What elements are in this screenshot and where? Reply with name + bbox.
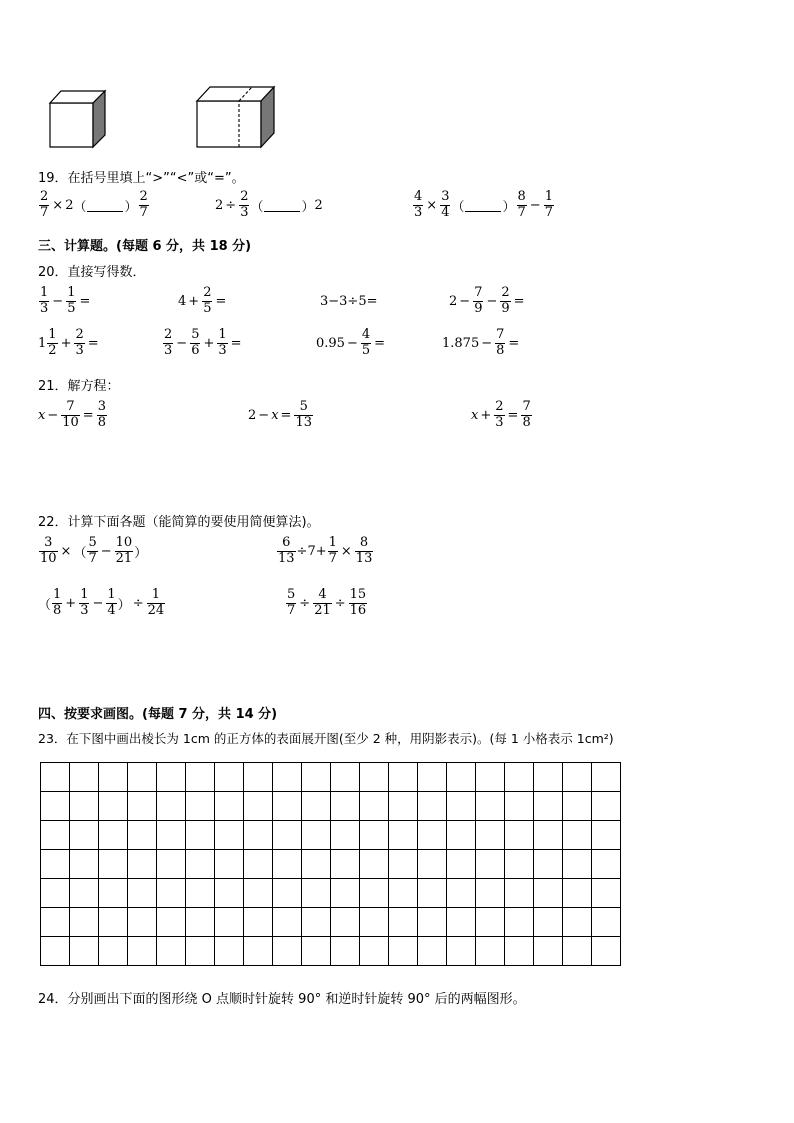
- fraction: $\frac{1}{4}$: [107, 587, 116, 618]
- grid-cell[interactable]: [476, 850, 505, 879]
- grid-cell[interactable]: [99, 850, 128, 879]
- fraction: $\frac{1}{3}$: [80, 587, 89, 618]
- grid-cell[interactable]: [331, 821, 360, 850]
- q20-item-3: 3−3÷5=: [320, 294, 378, 309]
- grid-cell[interactable]: [128, 792, 157, 821]
- grid-cell[interactable]: [215, 763, 244, 792]
- grid-cell[interactable]: [418, 879, 447, 908]
- grid-cell[interactable]: [447, 821, 476, 850]
- fraction: $\frac{15}{16}$: [349, 587, 367, 618]
- grid-cell[interactable]: [389, 937, 418, 966]
- grid-cell[interactable]: [331, 937, 360, 966]
- grid-cell[interactable]: [592, 821, 621, 850]
- grid-cell[interactable]: [592, 850, 621, 879]
- grid-cell[interactable]: [534, 937, 563, 966]
- grid-cell[interactable]: [215, 879, 244, 908]
- fraction: $\frac{3}{4}$: [441, 189, 450, 220]
- grid-cell[interactable]: [563, 908, 592, 937]
- grid-cell[interactable]: [360, 879, 389, 908]
- q22-expr-1: $\frac{3}{10}$ × （ $\frac{5}{7}$ − $\frac{10}{21}$ ）: [40, 535, 148, 566]
- grid-cell[interactable]: [41, 937, 70, 966]
- q19-prompt: 19．在括号里填上“>”“<”或“=”。: [38, 171, 245, 186]
- grid-cell[interactable]: [389, 821, 418, 850]
- grid-cell[interactable]: [70, 763, 99, 792]
- grid-cell[interactable]: [302, 792, 331, 821]
- grid-cell[interactable]: [99, 879, 128, 908]
- fraction: $\frac{10}{21}$: [115, 535, 133, 566]
- fraction: $\frac{1}{8}$: [53, 587, 62, 618]
- grid-cell[interactable]: [41, 821, 70, 850]
- grid-cell[interactable]: [447, 763, 476, 792]
- fraction: $\frac{2}{7}$: [139, 189, 148, 220]
- fraction: $\frac{3}{10}$: [40, 535, 57, 566]
- grid-cell[interactable]: [505, 879, 534, 908]
- grid-cell[interactable]: [476, 821, 505, 850]
- grid-cell[interactable]: [476, 937, 505, 966]
- q19-expr-2: 2 ÷ $\frac{2}{3}$ （ ） 2: [215, 189, 323, 220]
- grid-cell[interactable]: [360, 763, 389, 792]
- grid-cell[interactable]: [563, 763, 592, 792]
- fraction: $\frac{5}{13}$: [295, 399, 312, 430]
- grid-cell[interactable]: [418, 937, 447, 966]
- grid-cell[interactable]: [186, 879, 215, 908]
- cube-figure: [48, 88, 110, 150]
- grid-cell[interactable]: [157, 850, 186, 879]
- grid-cell[interactable]: [592, 792, 621, 821]
- answer-blank[interactable]: [264, 199, 300, 212]
- grid-cell[interactable]: [41, 879, 70, 908]
- section-3-heading: 三、计算题。(每题 6 分，共 18 分): [38, 239, 252, 254]
- grid-cell[interactable]: [505, 821, 534, 850]
- grid-cell[interactable]: [273, 908, 302, 937]
- grid-cell[interactable]: [70, 879, 99, 908]
- grid-cell[interactable]: [273, 763, 302, 792]
- grid-cell[interactable]: [302, 879, 331, 908]
- q21-equation-1: x − $\frac{7}{10}$ = $\frac{3}{8}$: [38, 399, 106, 430]
- fraction: $\frac{6}{13}$: [278, 535, 295, 566]
- grid-cell[interactable]: [273, 821, 302, 850]
- grid-cell[interactable]: [70, 792, 99, 821]
- grid-cell[interactable]: [302, 821, 331, 850]
- grid-cell[interactable]: [563, 850, 592, 879]
- q20-prompt: 20．直接写得数．: [38, 265, 146, 280]
- section-4-heading: 四、按要求画图。(每题 7 分，共 14 分): [38, 707, 278, 722]
- grid-cell[interactable]: [41, 792, 70, 821]
- grid-cell[interactable]: [505, 908, 534, 937]
- grid-cell[interactable]: [244, 879, 273, 908]
- q23-prompt: 23．在下图中画出棱长为 1cm 的正方体的表面展开图(至少 2 种，用阴影表示)。(每 1 小格表示 1cm²): [38, 731, 614, 746]
- q24-prompt: 24．分别画出下面的图形绕 O 点顺时针旋转 90° 和逆时针旋转 90° 后的两幅图形。: [38, 992, 526, 1007]
- grid-cell[interactable]: [389, 879, 418, 908]
- fraction: $\frac{2}{5}$: [203, 285, 212, 316]
- grid-cell[interactable]: [99, 937, 128, 966]
- answer-blank[interactable]: [87, 199, 123, 212]
- fraction: $\frac{2}{3}$: [75, 327, 84, 358]
- grid-cell[interactable]: [244, 908, 273, 937]
- q20-item-7: 0.95 − $\frac{4}{5}$ =: [316, 327, 386, 358]
- fraction: $\frac{7}{8}$: [522, 399, 531, 430]
- grid-cell[interactable]: [186, 821, 215, 850]
- fraction: $\frac{1}{5}$: [67, 285, 76, 316]
- grid-cell[interactable]: [215, 792, 244, 821]
- grid-cell[interactable]: [331, 850, 360, 879]
- grid-cell[interactable]: [476, 879, 505, 908]
- grid-cell[interactable]: [418, 821, 447, 850]
- grid-row: [41, 937, 621, 966]
- grid-cell[interactable]: [99, 763, 128, 792]
- grid-cell[interactable]: [244, 850, 273, 879]
- grid-row: [41, 879, 621, 908]
- grid-cell[interactable]: [157, 792, 186, 821]
- grid-cell[interactable]: [563, 821, 592, 850]
- q21-prompt: 21．解方程：: [38, 379, 120, 394]
- grid-cell[interactable]: [534, 821, 563, 850]
- grid-cell[interactable]: [360, 937, 389, 966]
- grid-cell[interactable]: [128, 821, 157, 850]
- grid-cell[interactable]: [215, 821, 244, 850]
- grid-cell[interactable]: [563, 937, 592, 966]
- grid-cell[interactable]: [186, 908, 215, 937]
- grid-row: [41, 792, 621, 821]
- grid-cell[interactable]: [99, 908, 128, 937]
- grid-cell[interactable]: [331, 763, 360, 792]
- fraction: $\frac{2}{3}$: [164, 327, 173, 358]
- q22-expr-4: $\frac{5}{7}$ ÷ $\frac{4}{21}$ ÷ $\frac{15}{16}$: [287, 587, 367, 618]
- grid-row: [41, 821, 621, 850]
- grid-cell[interactable]: [389, 850, 418, 879]
- grid-cell[interactable]: [70, 821, 99, 850]
- grid-cell[interactable]: [273, 879, 302, 908]
- grid-cell[interactable]: [302, 908, 331, 937]
- q22-prompt: 22．计算下面各题（能简算的要使用简便算法)。: [38, 515, 320, 530]
- q19-expr-1: $\frac{2}{7}$ × 2 （ ） $\frac{2}{7}$: [40, 189, 148, 220]
- grid-cell[interactable]: [563, 792, 592, 821]
- grid-cell[interactable]: [128, 937, 157, 966]
- grid-cell[interactable]: [418, 850, 447, 879]
- fraction: $\frac{1}{3}$: [40, 285, 49, 316]
- fraction: $\frac{4}{3}$: [414, 189, 423, 220]
- grid-cell[interactable]: [360, 908, 389, 937]
- grid-cell[interactable]: [70, 908, 99, 937]
- fraction: $\frac{5}{7}$: [287, 587, 296, 618]
- grid-cell[interactable]: [389, 792, 418, 821]
- grid-cell[interactable]: [157, 937, 186, 966]
- q20-item-6: $\frac{2}{3}$ − $\frac{5}{6}$ + $\frac{1}{3}$ =: [164, 327, 242, 358]
- grid-cell[interactable]: [244, 792, 273, 821]
- grid-cell[interactable]: [273, 792, 302, 821]
- grid-cell[interactable]: [215, 937, 244, 966]
- cuboid-figure: [195, 84, 277, 150]
- grid-cell[interactable]: [157, 821, 186, 850]
- grid-cell[interactable]: [389, 763, 418, 792]
- grid-cell[interactable]: [186, 937, 215, 966]
- grid-cell[interactable]: [273, 937, 302, 966]
- grid-cell[interactable]: [128, 908, 157, 937]
- q20-item-5: 1 $\frac{1}{2}$ + $\frac{2}{3}$ =: [38, 327, 99, 358]
- q21-equation-2: 2 − x = $\frac{5}{13}$: [248, 399, 312, 430]
- fraction: $\frac{7}{9}$: [474, 285, 483, 316]
- grid-cell[interactable]: [273, 850, 302, 879]
- grid-cell[interactable]: [360, 821, 389, 850]
- grid-cell[interactable]: [447, 937, 476, 966]
- grid-cell[interactable]: [215, 850, 244, 879]
- q20-item-1: $\frac{1}{3}$ − $\frac{1}{5}$ =: [40, 285, 91, 316]
- q20-item-4: 2 − $\frac{7}{9}$ − $\frac{2}{9}$ =: [449, 285, 525, 316]
- grid-cell[interactable]: [447, 879, 476, 908]
- grid-cell[interactable]: [331, 879, 360, 908]
- grid-cell[interactable]: [331, 792, 360, 821]
- grid-cell[interactable]: [447, 908, 476, 937]
- grid-cell[interactable]: [389, 908, 418, 937]
- grid-cell[interactable]: [534, 850, 563, 879]
- grid-cell[interactable]: [360, 850, 389, 879]
- grid-cell[interactable]: [157, 879, 186, 908]
- grid-cell[interactable]: [302, 763, 331, 792]
- grid-cell[interactable]: [41, 908, 70, 937]
- fraction: $\frac{2}{9}$: [501, 285, 510, 316]
- fraction: $\frac{1}{7}$: [544, 189, 553, 220]
- grid-cell[interactable]: [302, 850, 331, 879]
- grid-cell[interactable]: [505, 850, 534, 879]
- fraction: $\frac{2}{3}$: [240, 189, 249, 220]
- grid-cell[interactable]: [418, 792, 447, 821]
- grid-cell[interactable]: [215, 908, 244, 937]
- grid-cell[interactable]: [534, 879, 563, 908]
- grid-cell[interactable]: [360, 792, 389, 821]
- grid-cell[interactable]: [99, 792, 128, 821]
- fraction: $\frac{4}{21}$: [314, 587, 331, 618]
- fraction: $\frac{4}{5}$: [361, 327, 371, 358]
- grid-cell[interactable]: [505, 792, 534, 821]
- grid-cell[interactable]: [592, 879, 621, 908]
- grid-cell[interactable]: [128, 763, 157, 792]
- grid-cell[interactable]: [186, 763, 215, 792]
- grid-cell[interactable]: [476, 763, 505, 792]
- grid-cell[interactable]: [592, 908, 621, 937]
- drawing-grid[interactable]: [40, 762, 621, 966]
- grid-cell[interactable]: [157, 908, 186, 937]
- grid-cell[interactable]: [70, 850, 99, 879]
- grid-cell[interactable]: [534, 763, 563, 792]
- q22-expr-3: （ $\frac{1}{8}$ + $\frac{1}{3}$ − $\frac{1}{4}$ ） ÷ $\frac{1}{24}$: [38, 587, 165, 618]
- fraction: $\frac{3}{8}$: [97, 399, 106, 430]
- grid-row: [41, 908, 621, 937]
- grid-cell[interactable]: [534, 792, 563, 821]
- fraction: $\frac{7}{10}$: [62, 399, 79, 430]
- grid-cell[interactable]: [186, 850, 215, 879]
- fraction: $\frac{7}{8}$: [496, 327, 505, 358]
- grid-cell[interactable]: [447, 792, 476, 821]
- fraction: $\frac{2}{3}$: [495, 399, 504, 430]
- fraction: $\frac{2}{7}$: [40, 189, 49, 220]
- q20-item-2: 4 + $\frac{2}{5}$ =: [178, 285, 227, 316]
- grid-cell[interactable]: [476, 908, 505, 937]
- q19-expr-3: $\frac{4}{3}$ × $\frac{3}{4}$ （ ） $\frac{8}{7}$ − $\frac{1}{7}$: [414, 189, 553, 220]
- grid-cell[interactable]: [592, 937, 621, 966]
- grid-cell[interactable]: [70, 937, 99, 966]
- fraction: $\frac{8}{13}$: [355, 535, 373, 566]
- fraction: $\frac{1}{7}$: [328, 535, 337, 566]
- grid-cell[interactable]: [476, 792, 505, 821]
- grid-cell[interactable]: [99, 821, 128, 850]
- fraction: $\frac{1}{2}$: [48, 327, 57, 358]
- grid-row: [41, 763, 621, 792]
- grid-cell[interactable]: [505, 763, 534, 792]
- grid-cell[interactable]: [302, 937, 331, 966]
- grid-cell[interactable]: [41, 850, 70, 879]
- fraction: $\frac{5}{7}$: [88, 535, 97, 566]
- grid-cell[interactable]: [534, 908, 563, 937]
- grid-row: [41, 850, 621, 879]
- grid-cell[interactable]: [186, 792, 215, 821]
- answer-blank[interactable]: [465, 199, 501, 212]
- fraction: $\frac{8}{7}$: [517, 189, 526, 220]
- grid-cell[interactable]: [592, 763, 621, 792]
- q20-item-8: 1.875 − $\frac{7}{8}$ =: [442, 327, 520, 358]
- grid-cell[interactable]: [418, 763, 447, 792]
- q22-expr-2: $\frac{6}{13}$ ÷7+ $\frac{1}{7}$ × $\frac{8}{13}$: [278, 535, 373, 566]
- grid-cell[interactable]: [331, 908, 360, 937]
- fraction: $\frac{5}{6}$: [191, 327, 200, 358]
- grid-cell[interactable]: [447, 850, 476, 879]
- grid-cell[interactable]: [244, 937, 273, 966]
- grid-cell[interactable]: [128, 879, 157, 908]
- fraction: $\frac{1}{24}$: [147, 587, 165, 618]
- grid-cell[interactable]: [505, 937, 534, 966]
- grid-cell[interactable]: [41, 763, 70, 792]
- grid-cell[interactable]: [244, 763, 273, 792]
- fraction: $\frac{1}{3}$: [218, 327, 227, 358]
- grid-cell[interactable]: [244, 821, 273, 850]
- grid-cell[interactable]: [157, 763, 186, 792]
- q21-equation-3: x + $\frac{2}{3}$ = $\frac{7}{8}$: [471, 399, 531, 430]
- grid-cell[interactable]: [418, 908, 447, 937]
- grid-cell[interactable]: [563, 879, 592, 908]
- grid-cell[interactable]: [128, 850, 157, 879]
